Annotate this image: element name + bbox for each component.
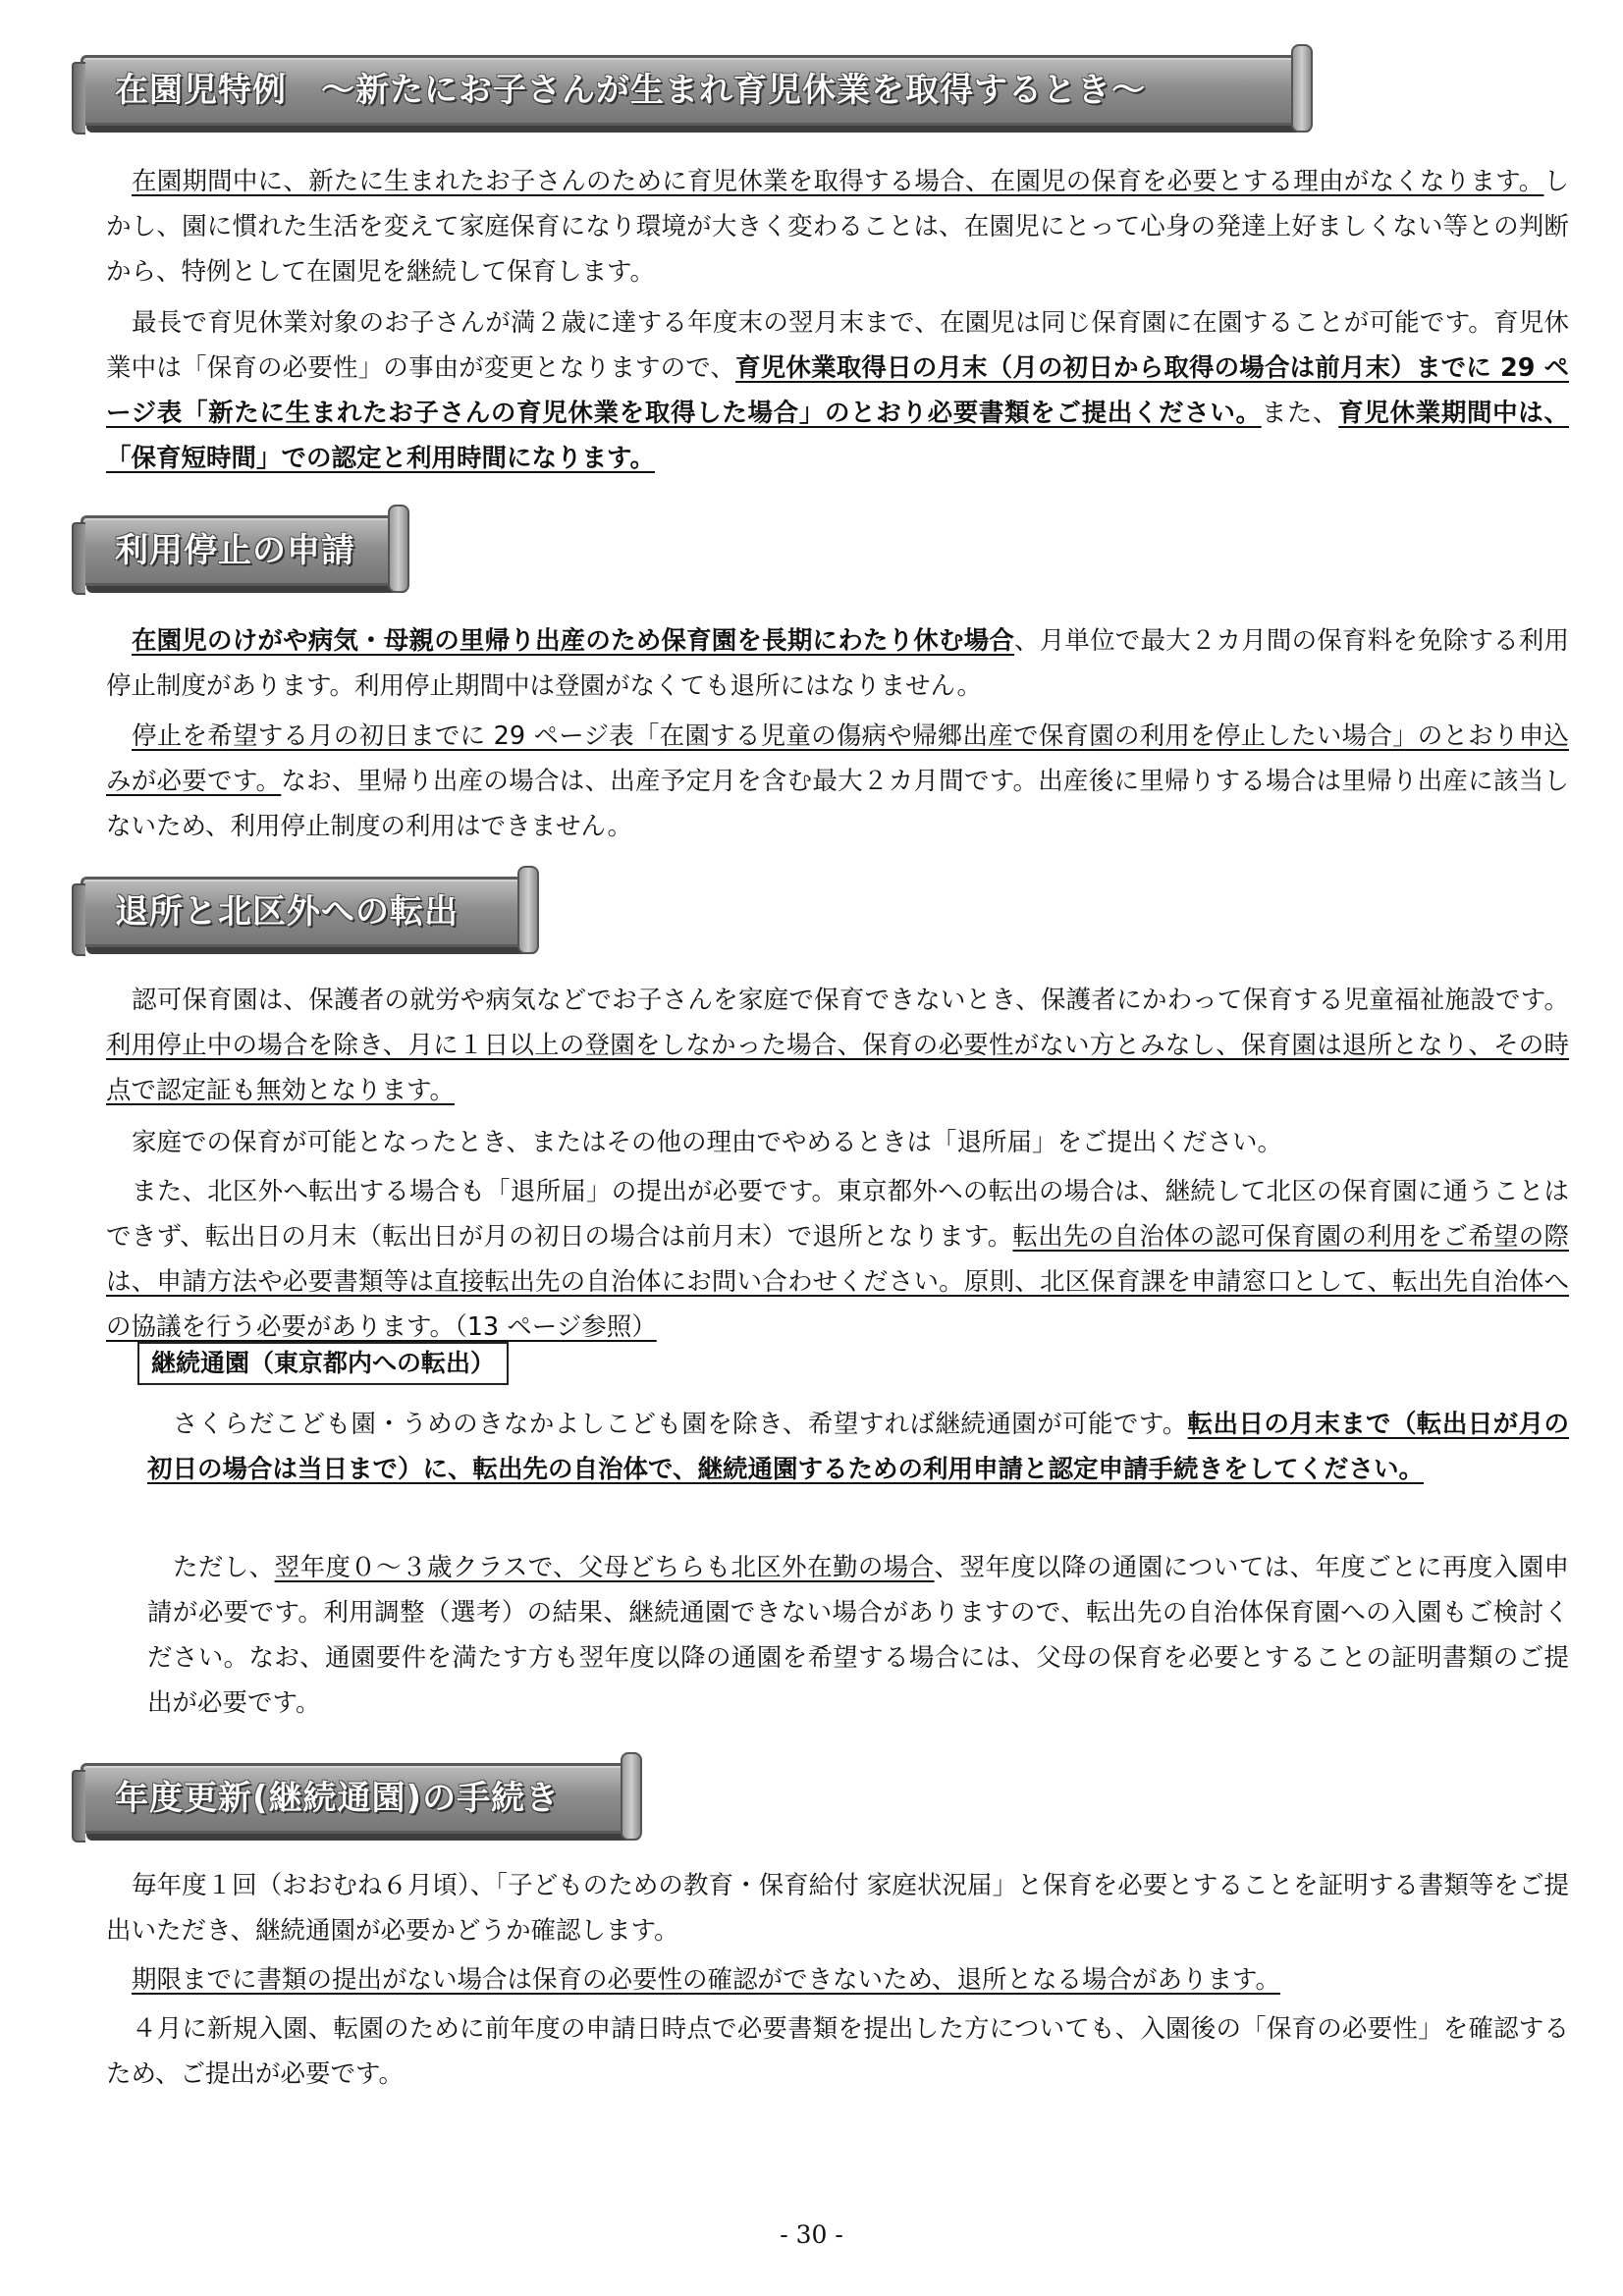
paragraph (106, 1120, 1569, 1165)
text: 毎年度１回（おおむね６月頃）、「子どものための教育・保育給付 家庭状況届」と保育を必要とすることを証明する書類等をご提出いただき、継続通園が必要かどうか確認します。 (106, 1871, 1569, 1946)
text: 認可保育園は、保護者の就労や病気などでお子さんを家庭で保育できないとき、保護者にかわって保育する児童福祉施設です。 (132, 986, 1569, 1015)
text: なお、里帰り出産の場合は、出産予定月を含む最大２カ月間です。出産後に里帰りする場合は里帰り出産に該当しないため、利用停止制度の利用はできません。 (106, 767, 1569, 841)
paragraph (106, 978, 1569, 1113)
text: また、北区外へ転出する場合も「退所届」の提出が必要です。東京都外への転出の場合は、継続して北区の保育園に通うことはできず、転出日の月末（転出日が月の初日の場合は前月末）で退所となります。 (106, 1177, 1569, 1252)
text: 、翌年度以降の通園については、年度ごとに再度入園申請が必要です。利用調整（選考）の結果、継続通園できない場合がありますので、転出先の自治体保育園への入園もご検討ください。なお、通園要件を満たす方も翌年度以降の通園を希望する場合には、父母の保育を必要とすることの証明書類のご提出が必要です。 (147, 1553, 1569, 1718)
text-underlined: 翌年度０～３歳クラスで、父母どちらも北区外在勤の場合 (274, 1553, 935, 1582)
text: 、月単位で最大２カ月間の保育料を免除する利用停止制度があります。利用停止期間中は登園がなくても退所にはなりません。 (106, 626, 1569, 701)
text-underlined-bold: 育児休業期間中は、「保育短時間」での認定と利用時間になります。 (106, 399, 1569, 473)
text: 家庭での保育が可能となったとき、またはその他の理由でやめるときは「退所届」をご提出ください。 (132, 1128, 1282, 1157)
text-underlined: 停止を希望する月の初日までに 29 ページ表「在園する児童の傷病や帰郷出産で保育園の利用を停止したい場合」のとおり申込みが必要です。 (106, 721, 1569, 796)
text: ４月に新規入園、転園のために前年度の申請日時点で必要書類を提出した方についても、入園後の「保育の必要性」を確認するため、ご提出が必要です。 (106, 2014, 1569, 2089)
section-title: 年度更新(継続通園)の手続き (115, 1779, 561, 1818)
text-underlined: 期限までに書類の提出がない場合は保育の必要性の確認ができないため、退所となる場合があります。 (132, 1965, 1280, 1995)
text-underlined: 在園期間中に、新たに生まれたお子さんのために育児休業を取得する場合、在園児の保育を必要とする理由がなくなります。 (132, 167, 1544, 196)
text-underlined-bold: 在園児のけがや病気・母親の里帰り出産のため保育園を長期にわたり休む場合 (132, 626, 1015, 656)
section-header-annual-renewal (81, 1763, 635, 1834)
text: ただし、 (173, 1553, 275, 1582)
subsection-title-box: 継続通園（東京都内への転出） (137, 1342, 509, 1385)
paragraph (106, 1957, 1569, 2002)
section-header-suspension (81, 515, 403, 586)
paragraph (106, 1863, 1569, 1953)
text: さくらだこども園・うめのきなかよしこども園を除き、希望すれば継続通園が可能です。 (173, 1410, 1188, 1439)
text: また、 (1261, 399, 1339, 428)
section-header-special-case (81, 55, 1306, 126)
section-title: 退所と北区外への転出 (115, 892, 459, 932)
paragraph (106, 300, 1569, 481)
text-underlined: 利用停止中の場合を除き、月に１日以上の登園をしなかった場合、保育の必要性がない方とみなし、保育園は退所となり、その時点で認定証も無効となります。 (106, 1031, 1569, 1105)
paragraph (147, 1402, 1569, 1492)
text: 最長で育児休業対象のお子さんが満２歳に達する年度末の翌月末まで、在園児は同じ保育園に在園することが可能です。育児休業中は「保育の必要性」の事由が変更となりますので、 (106, 308, 1569, 383)
text-underlined-bold: 転出日の月末まで（転出日が月の初日の場合は当日まで）に、転出先の自治体で、継続通園するための利用申請と認定申請手続きをしてください。 (147, 1410, 1569, 1484)
paragraph (106, 159, 1569, 294)
paragraph (106, 2006, 1569, 2097)
section-header-withdrawal (81, 877, 532, 947)
page-number: - 30 - (780, 2220, 843, 2249)
section-title: 利用停止の申請 (115, 531, 355, 570)
paragraph (106, 618, 1569, 709)
paragraph (106, 1169, 1569, 1350)
text-underlined-bold: 育児休業取得日の月末（月の初日から取得の場合は前月末）までに 29 ページ表「新たに生まれたお子さんの育児休業を取得した場合」のとおり必要書類をご提出ください。 (106, 353, 1569, 428)
text: しかし、園に慣れた生活を変えて家庭保育になり環境が大きく変わることは、在園児にとって心身の発達上好ましくない等との判断から、特例として在園児を継続して保育します。 (106, 167, 1569, 287)
paragraph (106, 714, 1569, 849)
paragraph (147, 1545, 1569, 1726)
text-underlined: 転出先の自治体の認可保育園の利用をご希望の際は、申請方法や必要書類等は直接転出先の自治体にお問い合わせください。原則、北区保育課を申請窓口として、転出先自治体への協議を行う必要があります。（13 ページ参照） (106, 1222, 1569, 1342)
section-title: 在園児特例 ～新たにお子さんが生まれ育児休業を取得するとき～ (115, 71, 1146, 110)
